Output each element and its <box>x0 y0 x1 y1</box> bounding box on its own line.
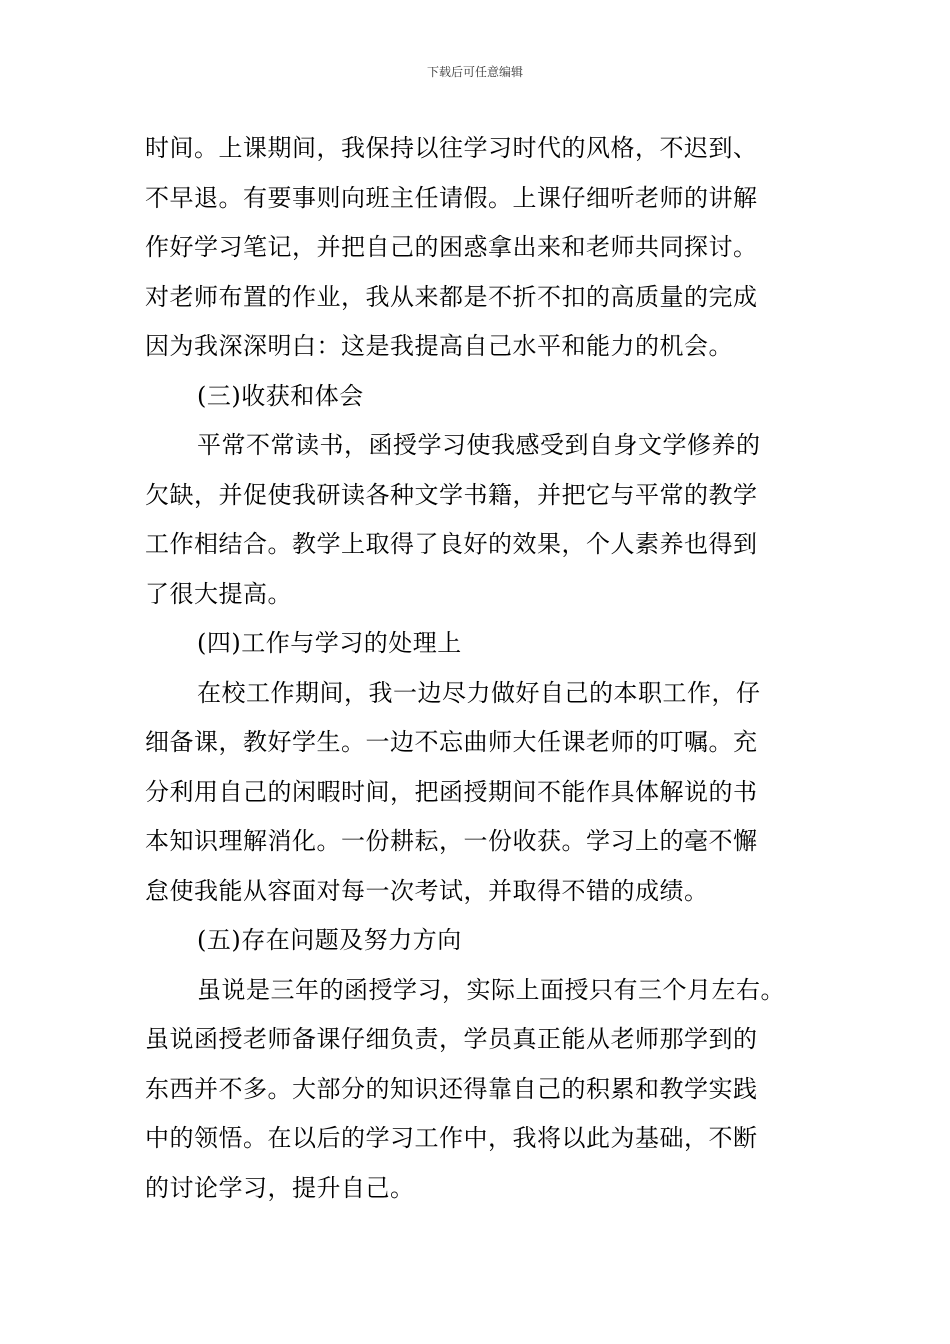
section-heading: (三)收获和体会 <box>197 381 364 410</box>
body-line: 不早退。有要事则向班主任请假。上课仔细听老师的讲解 <box>145 183 758 212</box>
body-line: 的讨论学习，提升自己。 <box>145 1173 415 1202</box>
body-line: 因为我深深明白：这是我提高自己水平和能力的机会。 <box>145 332 733 360</box>
body-line: 欠缺，并促使我研读各种文学书籍，并把它与平常的教学 <box>145 480 758 509</box>
paragraph-first-line: 虽说是三年的函授学习，实际上面授只有三个月左右。 <box>197 975 785 1004</box>
body-line: 时间。上课期间，我保持以往学习时代的风格，不迟到、 <box>145 134 758 162</box>
body-line: 虽说函授老师备课仔细负责，学员真正能从老师那学到的 <box>145 1025 758 1053</box>
body-line: 分利用自己的闲暇时间，把函授期间不能作具体解说的书 <box>145 777 758 806</box>
document-body <box>145 124 845 1213</box>
body-line: 中的领悟。在以后的学习工作中，我将以此为基础，不断 <box>145 1124 758 1152</box>
paragraph-first-line: 平常不常读书，函授学习使我感受到自身文学修养的 <box>197 431 761 459</box>
page-header: 下载后可任意编辑 <box>426 65 523 79</box>
body-line: 了很大提高。 <box>145 579 292 608</box>
body-line: 工作相结合。教学上取得了良好的效果，个人素养也得到 <box>145 530 758 558</box>
section-heading: (五)存在问题及努力方向 <box>197 926 462 954</box>
body-line: 作好学习笔记，并把自己的困惑拿出来和老师共同探讨。 <box>145 233 758 261</box>
body-line: 对老师布置的作业，我从来都是不折不扣的高质量的完成 <box>145 282 758 311</box>
body-line: 怠使我能从容面对每一次考试，并取得不错的成绩。 <box>145 876 709 905</box>
body-line: 东西并不多。大部分的知识还得靠自己的积累和教学实践 <box>145 1074 758 1103</box>
body-line: 本知识理解消化。一份耕耘，一份收获。学习上的毫不懈 <box>145 827 758 855</box>
section-heading: (四)工作与学习的处理上 <box>197 629 462 657</box>
paragraph-first-line: 在校工作期间，我一边尽力做好自己的本职工作，仔 <box>197 678 761 707</box>
body-line: 细备课，教好学生。一边不忘曲师大任课老师的叮嘱。充 <box>145 728 758 756</box>
